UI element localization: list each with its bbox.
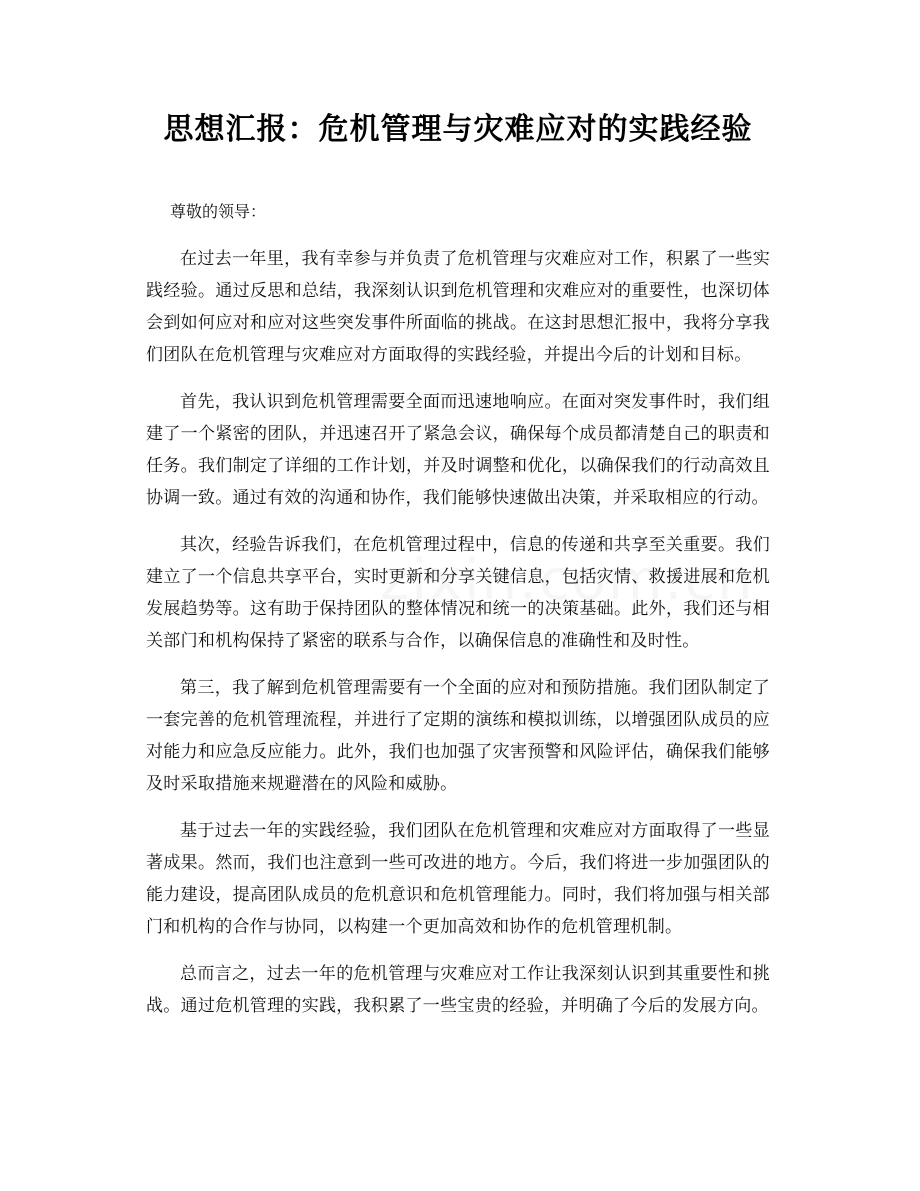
paragraph-first: 首先，我认识到危机管理需要全面而迅速地响应。在面对突发事件时，我们组建了一个紧密的团队，并迅速召开了紧急会议，确保每个成员都清楚自己的职责和任务。我们制定了详细的工作计划，并及时调整和优化，以确保我们的行动高效且协调一致。通过有效的沟通和协作，我们能够快速做出决策，并采取相应的行动。: [146, 392, 770, 508]
paragraph-intro: 在过去一年里，我有幸参与并负责了危机管理与灾难应对工作，积累了一些实践经验。通过反思和总结，我深刻认识到危机管理和灾难应对的重要性，也深切体会到如何应对和应对这些突发事件所面临的挑战。在这封思想汇报中，我将分享我们团队在危机管理与灾难应对方面取得的实践经验，并提出今后的计划和目标。: [146, 249, 770, 365]
document-title: 思想汇报：危机管理与灾难应对的实践经验: [163, 112, 753, 147]
paragraph-third: 第三，我了解到危机管理需要有一个全面的应对和预防措施。我们团队制定了一套完善的危机管理流程，并进行了定期的演练和模拟训练，以增强团队成员的应对能力和应急反应能力。此外，我们也加强了灾害预警和风险评估，确保我们能够及时采取措施来规避潜在的风险和威胁。: [146, 678, 770, 794]
paragraph-results: 基于过去一年的实践经验，我们团队在危机管理和灾难应对方面取得了一些显著成果。然而，我们也注意到一些可改进的地方。今后，我们将进一步加强团队的能力建设，提高团队成员的危机意识和危机管理能力。同时，我们将加强与相关部门和机构的合作与协同，以构建一个更加高效和协作的危机管理机制。: [146, 821, 770, 937]
salutation: 尊敬的领导：: [170, 202, 267, 221]
paragraph-conclusion: 总而言之，过去一年的危机管理与灾难应对工作让我深刻认识到其重要性和挑战。通过危机管理的实践，我积累了一些宝贵的经验，并明确了今后的发展方向。: [146, 964, 770, 1016]
paragraph-second: 其次，经验告诉我们，在危机管理过程中，信息的传递和共享至关重要。我们建立了一个信息共享平台，实时更新和分享关键信息，包括灾情、救援进展和危机发展趋势等。这有助于保持团队的整体情况和统一的决策基础。此外，我们还与相关部门和机构保持了紧密的联系与合作，以确保信息的准确性和及时性。: [146, 535, 770, 651]
